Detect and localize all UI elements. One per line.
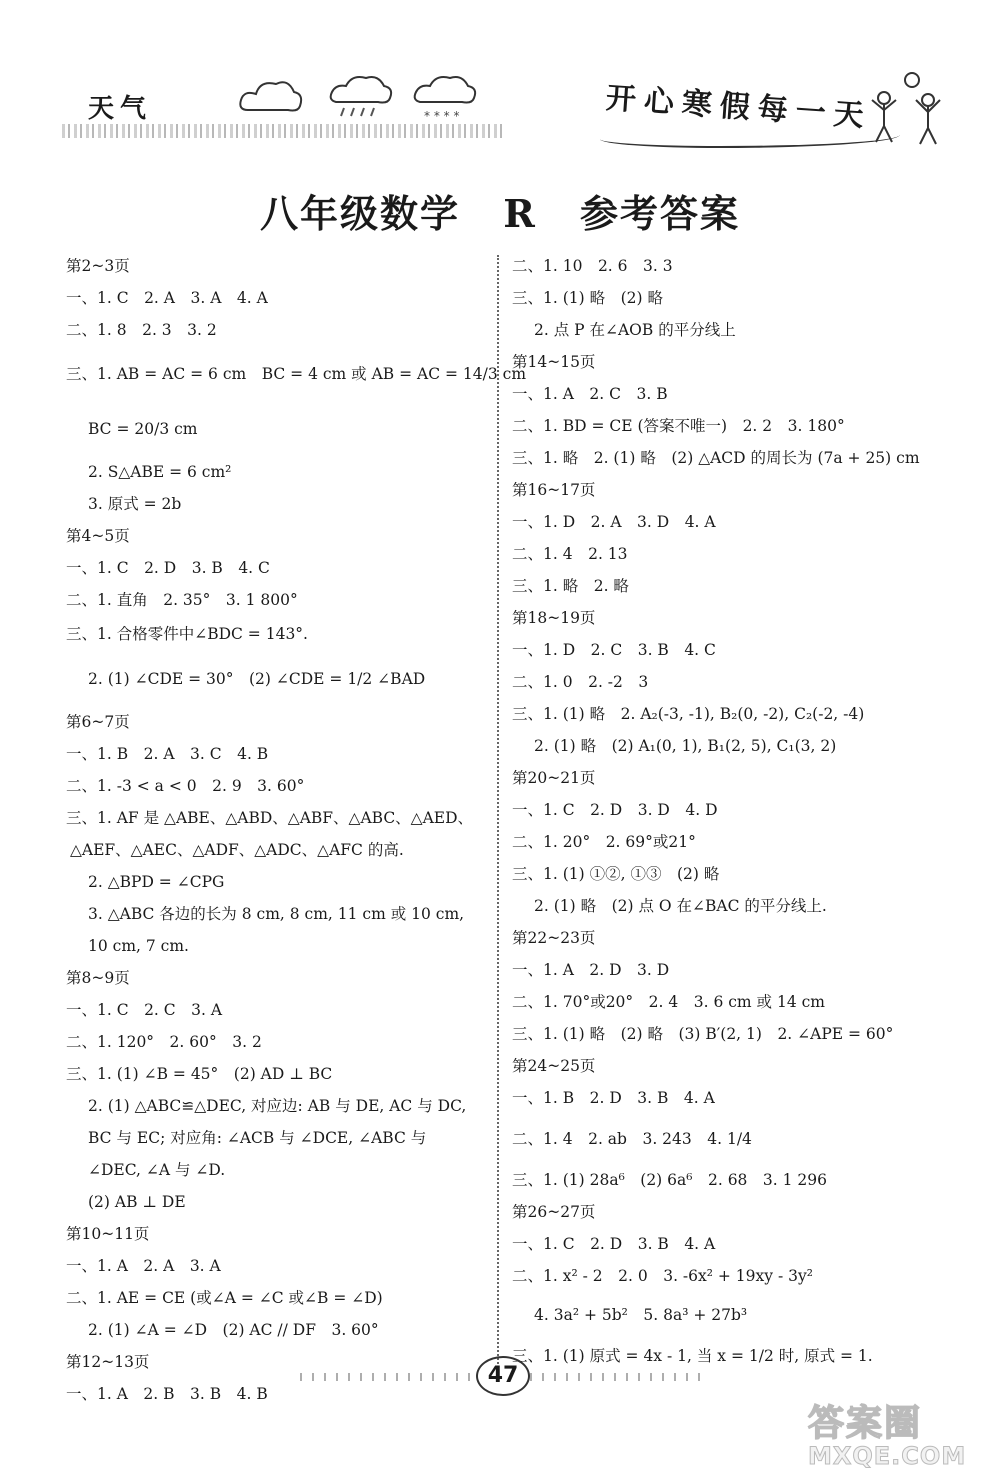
answer-line: 二、1. x² - 2 2. 0 3. -6x² + 19xy - 3y² [512,1267,813,1285]
column-divider [497,255,499,1375]
answer-line: 三、1. AB = AC = 6 cm BC = 4 cm 或 AB = AC = 14/3 cm [66,365,527,383]
watermark-url: MXQE.COM [808,1442,967,1470]
answer-line: 三、1. (1) 原式 = 4x - 1, 当 x = 1/2 时, 原式 = 1. [512,1347,873,1365]
section-page-heading: 第2~3页 [66,257,130,275]
answer-line: 二、1. AE = CE (或∠A = ∠C 或∠B = ∠D) [66,1289,383,1307]
answer-line: 一、1. D 2. C 3. B 4. C [512,641,716,659]
answer-line: 4. 3a² + 5b² 5. 8a³ + 27b³ [534,1306,748,1324]
answer-line: 一、1. D 2. A 3. D 4. A [512,513,716,531]
answer-line: 3. 原式 = 2b [88,495,182,513]
slogan: 开心寒假每一天 [604,80,873,135]
section-page-heading: 第16~17页 [512,481,596,499]
answer-line: 二、1. 10 2. 6 3. 3 [512,257,673,275]
cloud-snow-icon [410,70,480,126]
answer-line: 一、1. A 2. C 3. B [512,385,668,403]
page-title [0,183,1000,238]
answer-line: 二、1. 4 2. 13 [512,545,628,563]
answer-line: 一、1. C 2. D 3. D 4. D [512,801,718,819]
answer-line: BC = 20/3 cm [88,420,198,438]
section-page-heading: 第14~15页 [512,353,596,371]
answer-line: 2. △BPD = ∠CPG [88,873,225,891]
answer-line: 2. (1) △ABC≌△DEC, 对应边: AB 与 DE, AC 与 DC, [88,1097,467,1115]
answer-line: 三、1. (1) 略 (2) 略 [512,289,663,307]
answer-line: 一、1. C 2. A 3. A 4. A [66,289,268,307]
section-page-heading: 第26~27页 [512,1203,596,1221]
answer-line: 三、1. AF 是 △ABE、△ABD、△ABF、△ABC、△AED、 [66,809,474,827]
svg-text:* * * *: * * * * [424,109,460,123]
answer-line: 10 cm, 7 cm. [88,937,189,955]
answer-line: 二、1. 120° 2. 60° 3. 2 [66,1033,262,1051]
section-page-heading: 第10~11页 [66,1225,150,1243]
answer-line: △AEF、△AEC、△ADF、△ADC、△AFC 的高. [70,841,404,859]
answer-line: 一、1. C 2. D 3. B 4. C [66,559,270,577]
watermark [808,1395,990,1470]
weather-label: 天气 [88,94,153,124]
answer-line: 2. (1) ∠CDE = 30° (2) ∠CDE = 1/2 ∠BAD [88,670,426,688]
title-suffix: 参考答案 [580,191,741,236]
title-edition: R [503,191,537,236]
cloud-rain-icon [326,70,396,126]
answer-line: 2. S△ABE = 6 cm² [88,463,232,481]
answer-line: 2. (1) 略 (2) 点 O 在∠BAC 的平分线上. [534,897,827,915]
children-playing-icon [862,70,952,150]
cloud-sun-icon [236,70,306,120]
section-page-heading: 第20~21页 [512,769,596,787]
answer-line: 三、1. 合格零件中∠BDC = 143°. [66,625,308,643]
footer-decoration-left [300,1373,470,1381]
answer-line: 二、1. 直角 2. 35° 3. 1 800° [66,591,298,609]
answer-line: 一、1. C 2. D 3. B 4. A [512,1235,716,1253]
page-header [0,0,1000,170]
answer-line: 三、1. 略 2. 略 [512,577,629,595]
answer-line: 2. (1) ∠A = ∠D (2) AC // DF 3. 60° [88,1321,379,1339]
section-page-heading: 第22~23页 [512,929,596,947]
answer-line: 三、1. (1) ①②, ①③ (2) 略 [512,865,720,883]
section-page-heading: 第24~25页 [512,1057,596,1075]
answer-line: 一、1. B 2. D 3. B 4. A [512,1089,715,1107]
decorative-strip [62,124,502,138]
answer-line: 一、1. A 2. B 3. B 4. B [66,1385,268,1403]
answer-line: BC 与 EC; 对应角: ∠ACB 与 ∠DCE, ∠ABC 与 [88,1129,427,1147]
section-page-heading: 第4~5页 [66,527,130,545]
answer-line: 一、1. A 2. D 3. D [512,961,670,979]
section-page-heading: 第12~13页 [66,1353,150,1371]
section-page-heading: 第18~19页 [512,609,596,627]
answer-line: 一、1. B 2. A 3. C 4. B [66,745,269,763]
answer-line: 二、1. 4 2. ab 3. 243 4. 1/4 [512,1130,752,1148]
footer-decoration-right [530,1373,700,1381]
watermark-logo: 答案圈 [808,1403,923,1444]
answer-line: 三、1. (1) 28a⁶ (2) 6a⁶ 2. 68 3. 1 296 [512,1171,828,1189]
answer-line: 二、1. -3 < a < 0 2. 9 3. 60° [66,777,305,795]
answer-line: 二、1. 20° 2. 69°或21° [512,833,696,851]
section-page-heading: 第6~7页 [66,713,130,731]
page-number: 47 [476,1356,530,1396]
answer-line: 3. △ABC 各边的长为 8 cm, 8 cm, 11 cm 或 10 cm, [88,905,465,923]
title-main: 八年级数学 [259,191,460,236]
answer-line: 三、1. (1) ∠B = 45° (2) AD ⊥ BC [66,1065,333,1083]
answers-right-column [512,250,932,1374]
answer-line: (2) AB ⊥ DE [88,1193,186,1211]
section-page-heading: 第8~9页 [66,969,130,987]
answer-line: 2. 点 P 在∠AOB 的平分线上 [534,321,736,339]
answer-line: ∠DEC, ∠A 与 ∠D. [88,1161,226,1179]
answer-line: 三、1. 略 2. (1) 略 (2) △ACD 的周长为 (7a + 25) cm [512,449,920,467]
answer-line: 三、1. (1) 略 (2) 略 (3) B′(2, 1) 2. ∠APE = 60° [512,1025,894,1043]
answer-line: 一、1. C 2. C 3. A [66,1001,223,1019]
answer-line: 二、1. 70°或20° 2. 4 3. 6 cm 或 14 cm [512,993,826,1011]
slogan-underline [600,126,900,148]
answer-line: 二、1. 8 2. 3 3. 2 [66,321,217,339]
answer-line: 三、1. (1) 略 2. A₂(-3, -1), B₂(0, -2), C₂(-2, -4) [512,705,865,723]
answer-line: 2. (1) 略 (2) A₁(0, 1), B₁(2, 5), C₁(3, 2) [534,737,837,755]
answer-line: 二、1. 0 2. -2 3 [512,673,649,691]
answer-line: 二、1. BD = CE (答案不唯一) 2. 2 3. 180° [512,417,845,435]
answer-line: 一、1. A 2. A 3. A [66,1257,221,1275]
